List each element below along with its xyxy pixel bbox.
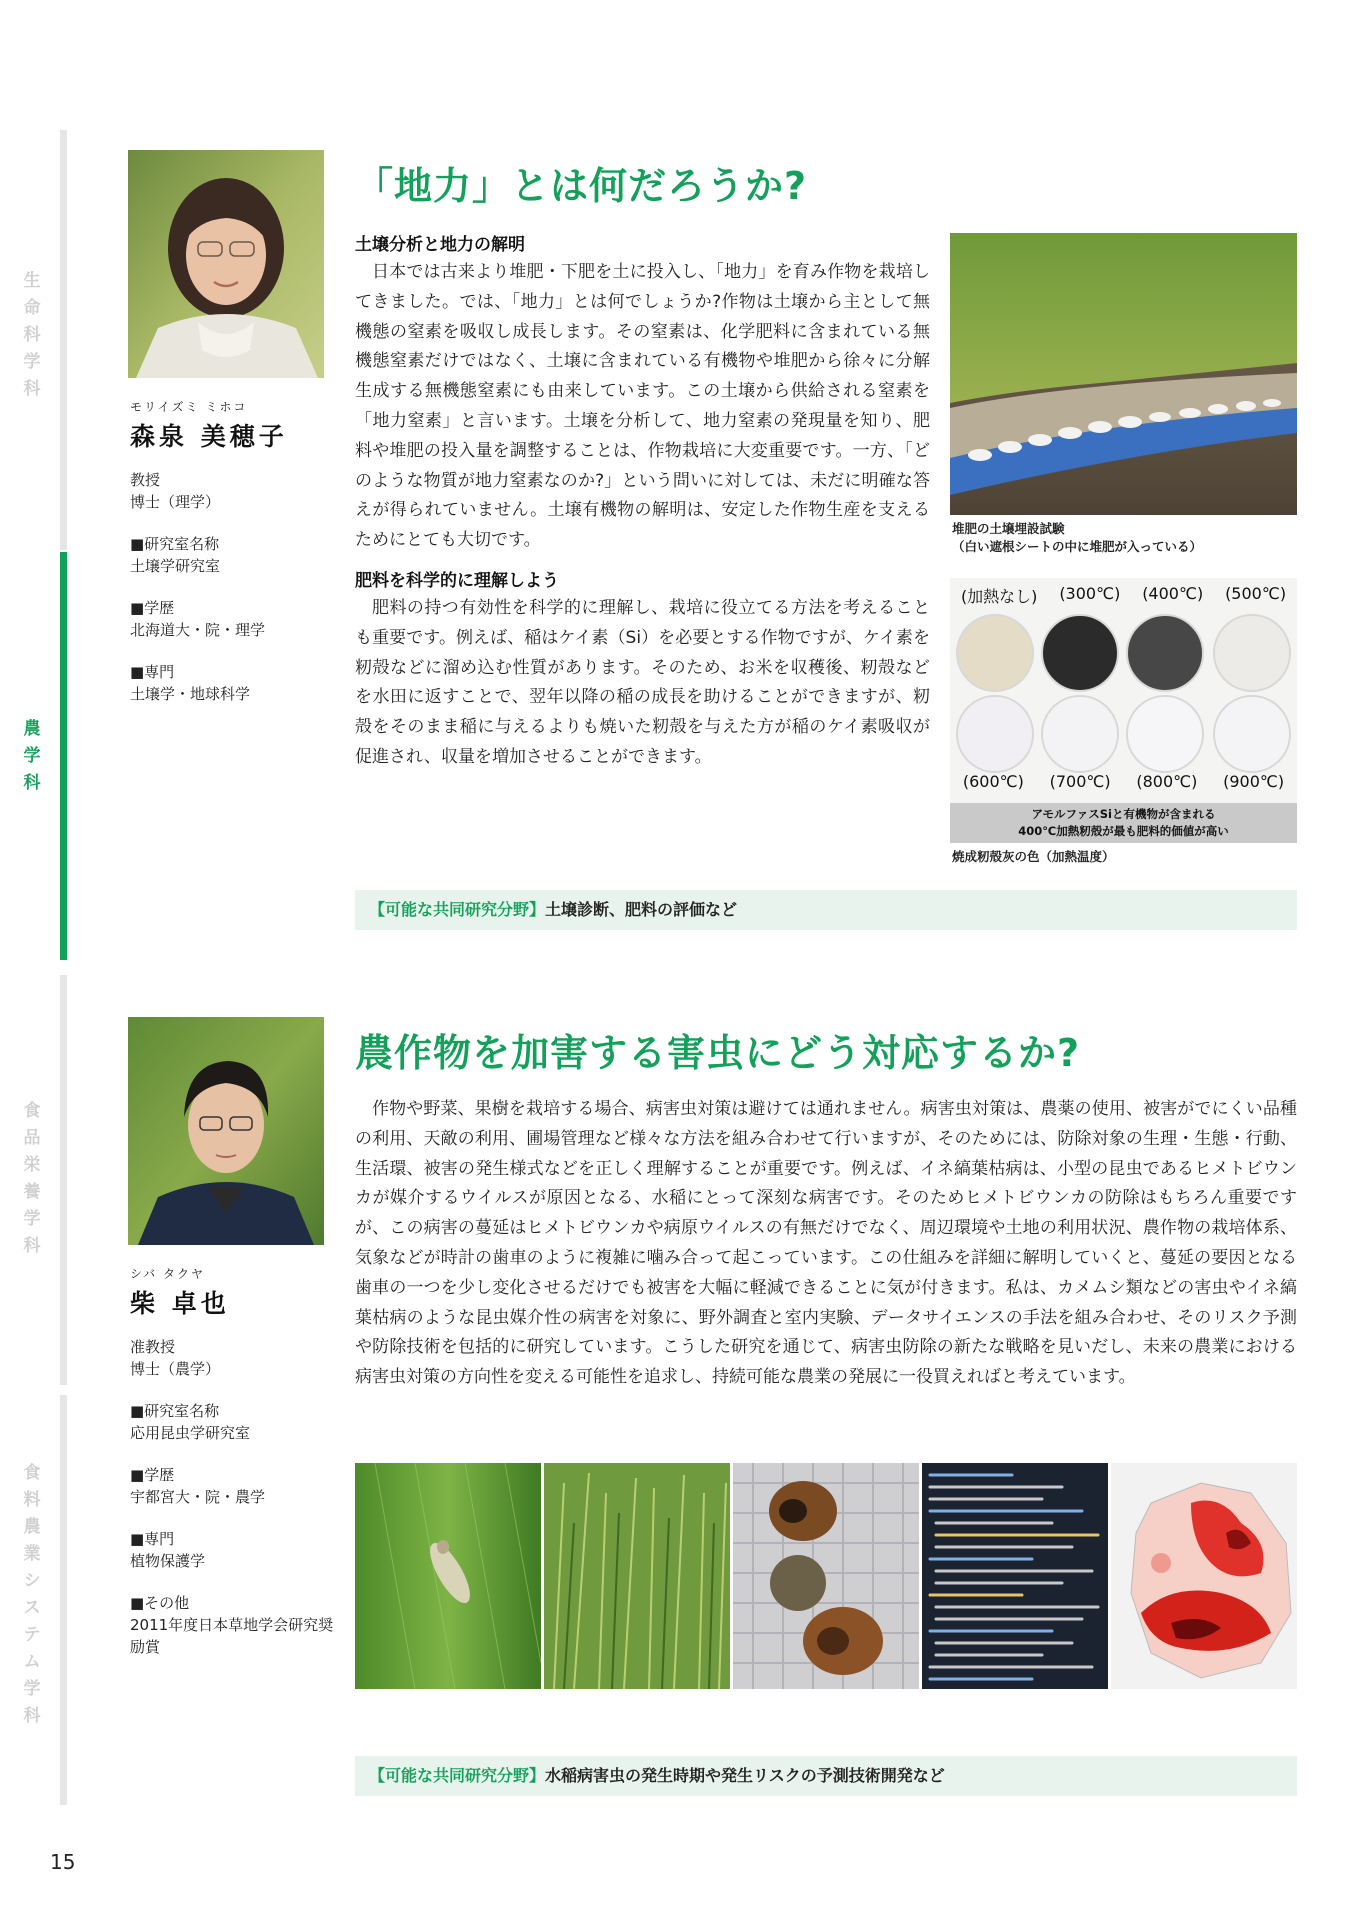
researcher-degree: 博士（理学）	[130, 493, 221, 511]
page-number: 15	[50, 1850, 76, 1874]
ash-labels-top	[950, 584, 1297, 607]
education: 宇都宮大・院・農学	[130, 1488, 266, 1506]
lab-heading: ■研究室名称	[130, 535, 220, 553]
sidebar-line-life-science	[60, 130, 67, 550]
specialty: 土壌学・地球科学	[130, 685, 251, 703]
photo-caption-compost	[952, 520, 1297, 556]
specialty: 植物保護学	[130, 1552, 206, 1570]
education-heading: ■学歴	[130, 599, 175, 617]
ash-label: (500℃)	[1225, 584, 1287, 603]
collaboration-text: 土壌診断、肥料の評価など	[545, 900, 738, 919]
sidebar-tab-agriculture[interactable]: 農 学 科	[23, 719, 41, 793]
ash-label: (900℃)	[1223, 772, 1285, 791]
specialty-heading: ■専門	[130, 1530, 175, 1548]
photo-code-screen	[922, 1463, 1108, 1689]
researcher-title: 教授	[130, 471, 161, 489]
profile-shiba	[130, 1265, 340, 1658]
researcher-degree: 博士（農学）	[130, 1360, 221, 1378]
researcher-name: 柴 卓也	[130, 1289, 230, 1318]
photo-snails-on-grid	[733, 1463, 919, 1689]
researcher-kana: シバ タクヤ	[130, 1267, 205, 1281]
collaboration-field-box-2	[355, 1756, 1297, 1796]
lab-name: 土壌学研究室	[130, 557, 221, 575]
other-heading: ■その他	[130, 1594, 190, 1612]
portrait-morizumi	[128, 150, 324, 378]
ash-label: (700℃)	[1049, 772, 1111, 791]
paragraph-pest-control: 作物や野菜、果樹を栽培する場合、病害虫対策は避けては通れません。病害虫対策は、農薬の使用、被害がでにくい品種の利用、天敵の利用、圃場管理など様々な方法を組み合わせて行いますが、そのためには、防除対象の生理・生態・行動、生活環、被害の発生様式などを正しく理解することが重要です。例えば、イネ縞葉枯病は、小型の昆虫であるヒメトビウンカが媒介するウイルスが原因となる、水稲にとって深刻な病害です。そのためヒメトビウンカの防除はもちろん重要ですが、この病害の蔓延はヒメトビウンカや病原ウイルスの有無だけでなく、周辺環境や土地の利用状況、農作物の栽培体系、気象などが時計の歯車のように複雑に噛み合って起こっています。この仕組みを詳細に解明していくと、蔓延の要因となる歯車の一つを少し変化させるだけでも被害を大幅に軽減できることに気が付きます。私は、カメムシ類などの害虫やイネ縞葉枯病のような昆虫媒介性の病害を対象に、野外調査と室内実験、データサイエンスの手法を組み合わせ、そのリスク予測や防除技術を包括的に研究しています。こうした研究を通じて、病害虫防除の新たな戦略を見いだし、未来の農業における病害虫対策の方向性を変える可能性を追求し、持続可能な農業の発展に一役買えればと考えています。	[355, 1099, 1297, 1388]
ash-note-line-1: アモルファスSiと有機物が含まれる	[1031, 807, 1216, 821]
profile-morizumi	[130, 398, 340, 705]
ash-label: (800℃)	[1136, 772, 1198, 791]
collaboration-text: 水稲病害虫の発生時期や発生リスクの予測技術開発など	[545, 1766, 945, 1785]
ash-label: (加熱なし)	[960, 587, 1038, 606]
paragraph-fertilizer: 肥料の持つ有効性を科学的に理解し、栽培に役立てる方法を考えることも重要です。例えば、稲はケイ素（Si）を必要とする作物ですが、ケイ素を籾殻などに溜め込む性質があります。そのため、お米を収穫後、籾殻などを水田に返すことで、翌年以降の稲の成長を助けることができますが、籾殻をそのまま稲に与えるよりも焼いた籾殻を与えた方が稲のケイ素吸収が促進され、収量を増加させることができます。	[355, 597, 930, 767]
paragraph-soil-analysis: 日本では古来より堆肥・下肥を土に投入し、「地力」を育み作物を栽培してきました。では、「地力」とは何でしょうか?作物は土壌から主として無機態の窒素を吸収し成長します。その窒素は、化学肥料に含まれている無機態窒素だけではなく、土壌に含まれている有機物や堆肥から徐々に分解生成する無機態窒素にも由来しています。この土壌から供給される窒素を「地力窒素」と言います。土壌を分析して、地力窒素の発現量を知り、肥料や堆肥の投入量を調整することは、作物栽培に大変重要です。一方、「どのような物質が地力窒素なのか?」という問いに対しては、未だに明確な答えが得られていません。土壌有機物の解明は、安定した作物生産を支えるためにとても大切です。	[355, 262, 930, 551]
photo-strip-pests	[355, 1463, 1297, 1689]
researcher-kana: モリイズミ ミホコ	[130, 400, 248, 414]
sidebar-tab-life-science[interactable]: 生 命 科 学 科	[23, 271, 41, 399]
sidebar-tab-food-nutrition[interactable]: 食 品 栄 養 学 科	[23, 1101, 41, 1256]
education-heading: ■学歴	[130, 1466, 175, 1484]
collaboration-tag: 【可能な共同研究分野】	[369, 900, 546, 919]
education: 北海道大・院・理学	[130, 621, 266, 639]
ash-note-box	[950, 803, 1297, 843]
article-title-pest-control: 農作物を加害する害虫にどう対応するか?	[355, 1031, 1081, 1075]
researcher-name: 森泉 美穂子	[130, 422, 288, 451]
sidebar-tab-food-agri-system[interactable]: 食 料 農 業 シ ス テ ム 学 科	[23, 1463, 41, 1726]
photo-planthopper-on-leaf	[355, 1463, 541, 1689]
award: 2011年度日本草地学会研究奨励賞	[130, 1616, 334, 1656]
ash-label: (300℃)	[1059, 584, 1121, 603]
portrait-shiba	[128, 1017, 324, 1245]
ash-label: (400℃)	[1142, 584, 1204, 603]
photo-rice-husk-ash	[950, 578, 1297, 843]
caption-line-1: 堆肥の土壌埋設試験	[952, 521, 1065, 536]
caption-line-2: （白い遮根シートの中に堆肥が入っている）	[952, 539, 1203, 554]
article2-text-column	[355, 1095, 1297, 1393]
ash-note-line-2: 400℃加熱籾殻が最も肥料的価値が高い	[1018, 824, 1229, 838]
sidebar-line-food-agri-system	[60, 1395, 67, 1805]
researcher-title: 准教授	[130, 1338, 176, 1356]
photo-caption-ash: 焼成籾殻灰の色（加熱温度）	[952, 849, 1115, 864]
photo-rice-field	[544, 1463, 730, 1689]
photo-risk-map	[1111, 1463, 1297, 1689]
subheading-soil-analysis: 土壌分析と地力の解明	[355, 235, 525, 255]
lab-name: 応用昆虫学研究室	[130, 1424, 251, 1442]
sidebar-line-food-nutrition	[60, 975, 67, 1385]
collaboration-field-box-1	[355, 890, 1297, 930]
article1-text-column	[355, 232, 930, 773]
subheading-fertilizer: 肥料を科学的に理解しよう	[355, 570, 559, 591]
lab-heading: ■研究室名称	[130, 1402, 220, 1420]
photo-compost-burial-trial	[950, 233, 1297, 515]
specialty-heading: ■専門	[130, 663, 175, 681]
collaboration-tag: 【可能な共同研究分野】	[369, 1766, 546, 1785]
ash-label: (600℃)	[962, 772, 1024, 791]
article-title-soil-fertility: 「地力」とは何だろうか?	[355, 164, 808, 208]
ash-labels-bottom	[950, 772, 1297, 791]
sidebar-line-agriculture	[60, 552, 67, 960]
